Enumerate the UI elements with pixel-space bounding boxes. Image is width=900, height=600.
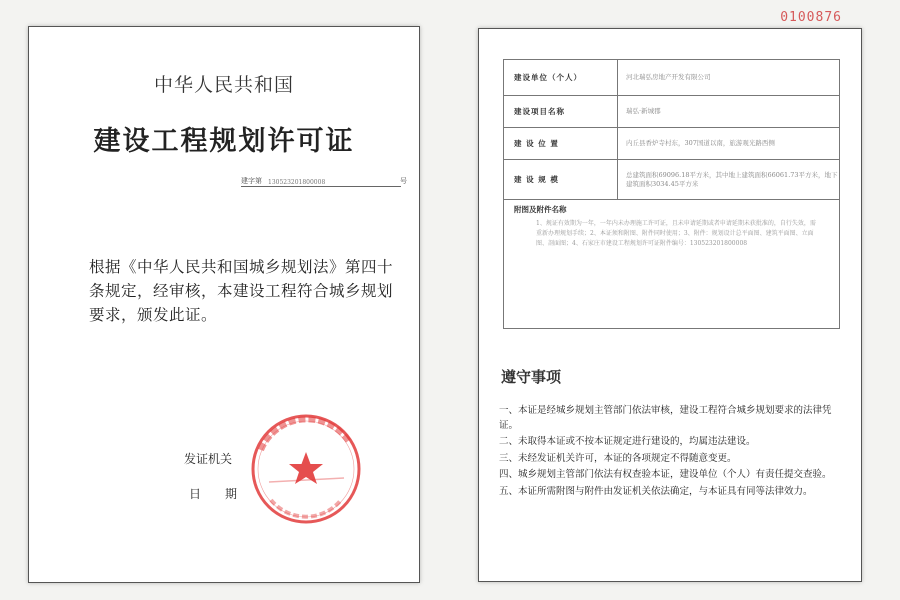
certificate-detail-page [478,28,862,582]
number-prefix: 建字第 [241,177,262,185]
row-label: 建 设 规 模 [504,160,618,200]
country-name: 中华人民共和国 [153,74,294,96]
date-label-first: 日 [189,487,202,501]
table-row [504,200,840,329]
official-seal-stamp [249,412,364,527]
date-label-second: 期 [225,487,238,501]
row-value: 内丘县香炉寺村东，307国道以南，旅游观光路西侧 [618,128,840,160]
attachments-text: 1、规证有效期为一年，一年内未办理施工许可证，且未申请延期或者申请延期未获批准的，自行失效，需重新办理规划手续；2、本证须和附图、附件同时使用；3、附件：规划设计总平面图、建筑平面图、立面图、剖面图；4、石家庄市建设工程规划许可证附件编号：130523201800008 [536,220,816,247]
notice-item: 一、本证是经城乡规划主管部门依法审核，建设工程符合城乡规划要求的法律凭证。 [499,405,832,431]
table-row [504,160,840,200]
notice-list [499,404,844,502]
row-value: 河北瑞弘房地产开发有限公司 [618,60,840,96]
row-label: 建设项目名称 [504,96,618,128]
notice-item: 四、城乡规划主管部门依法有权查验本证，建设单位（个人）有责任提交查验。 [499,469,832,481]
notice-item: 二、未取得本证或不按本证规定进行建设的，均属违法建设。 [499,436,756,448]
certificate-number: 130523201800008 [268,179,326,186]
certificate-number-line [241,172,407,187]
row-label: 建设单位（个人） [504,60,618,96]
attachments-cell [504,200,840,329]
table-row [504,128,840,160]
notice-item: 三、未经发证机关许可，本证的各项规定不得随意变更。 [499,452,737,464]
row-label: 建 设 位 置 [504,128,618,160]
project-info-table [503,59,840,329]
row-value: 瑞弘·新城郡 [618,96,840,128]
serial-number: 0100876 [780,10,842,25]
notice-title: 遵守事项 [501,368,562,386]
date-label [189,485,237,502]
attachments-title: 附图及附件名称 [514,205,567,214]
number-suffix: 号 [400,177,407,185]
notice-item: 五、本证所需附图与附件由发证机关依法确定，与本证具有同等法律效力。 [499,485,813,497]
table-row [504,96,840,128]
certificate-body-text: 根据《中华人民共和国城乡规划法》第四十条规定，经审核，本建设工程符合城乡规划要求，颁发此证。 [89,258,394,324]
row-value: 总建筑面积69096.18平方米，其中地上建筑面积66061.73平方米，地下建筑面积3034.45平方米 [618,160,840,200]
issuing-authority-label: 发证机关 [184,452,233,466]
certificate-title: 建设工程规划许可证 [93,126,355,157]
certificate-cover-page [28,26,420,583]
table-row [504,60,840,96]
